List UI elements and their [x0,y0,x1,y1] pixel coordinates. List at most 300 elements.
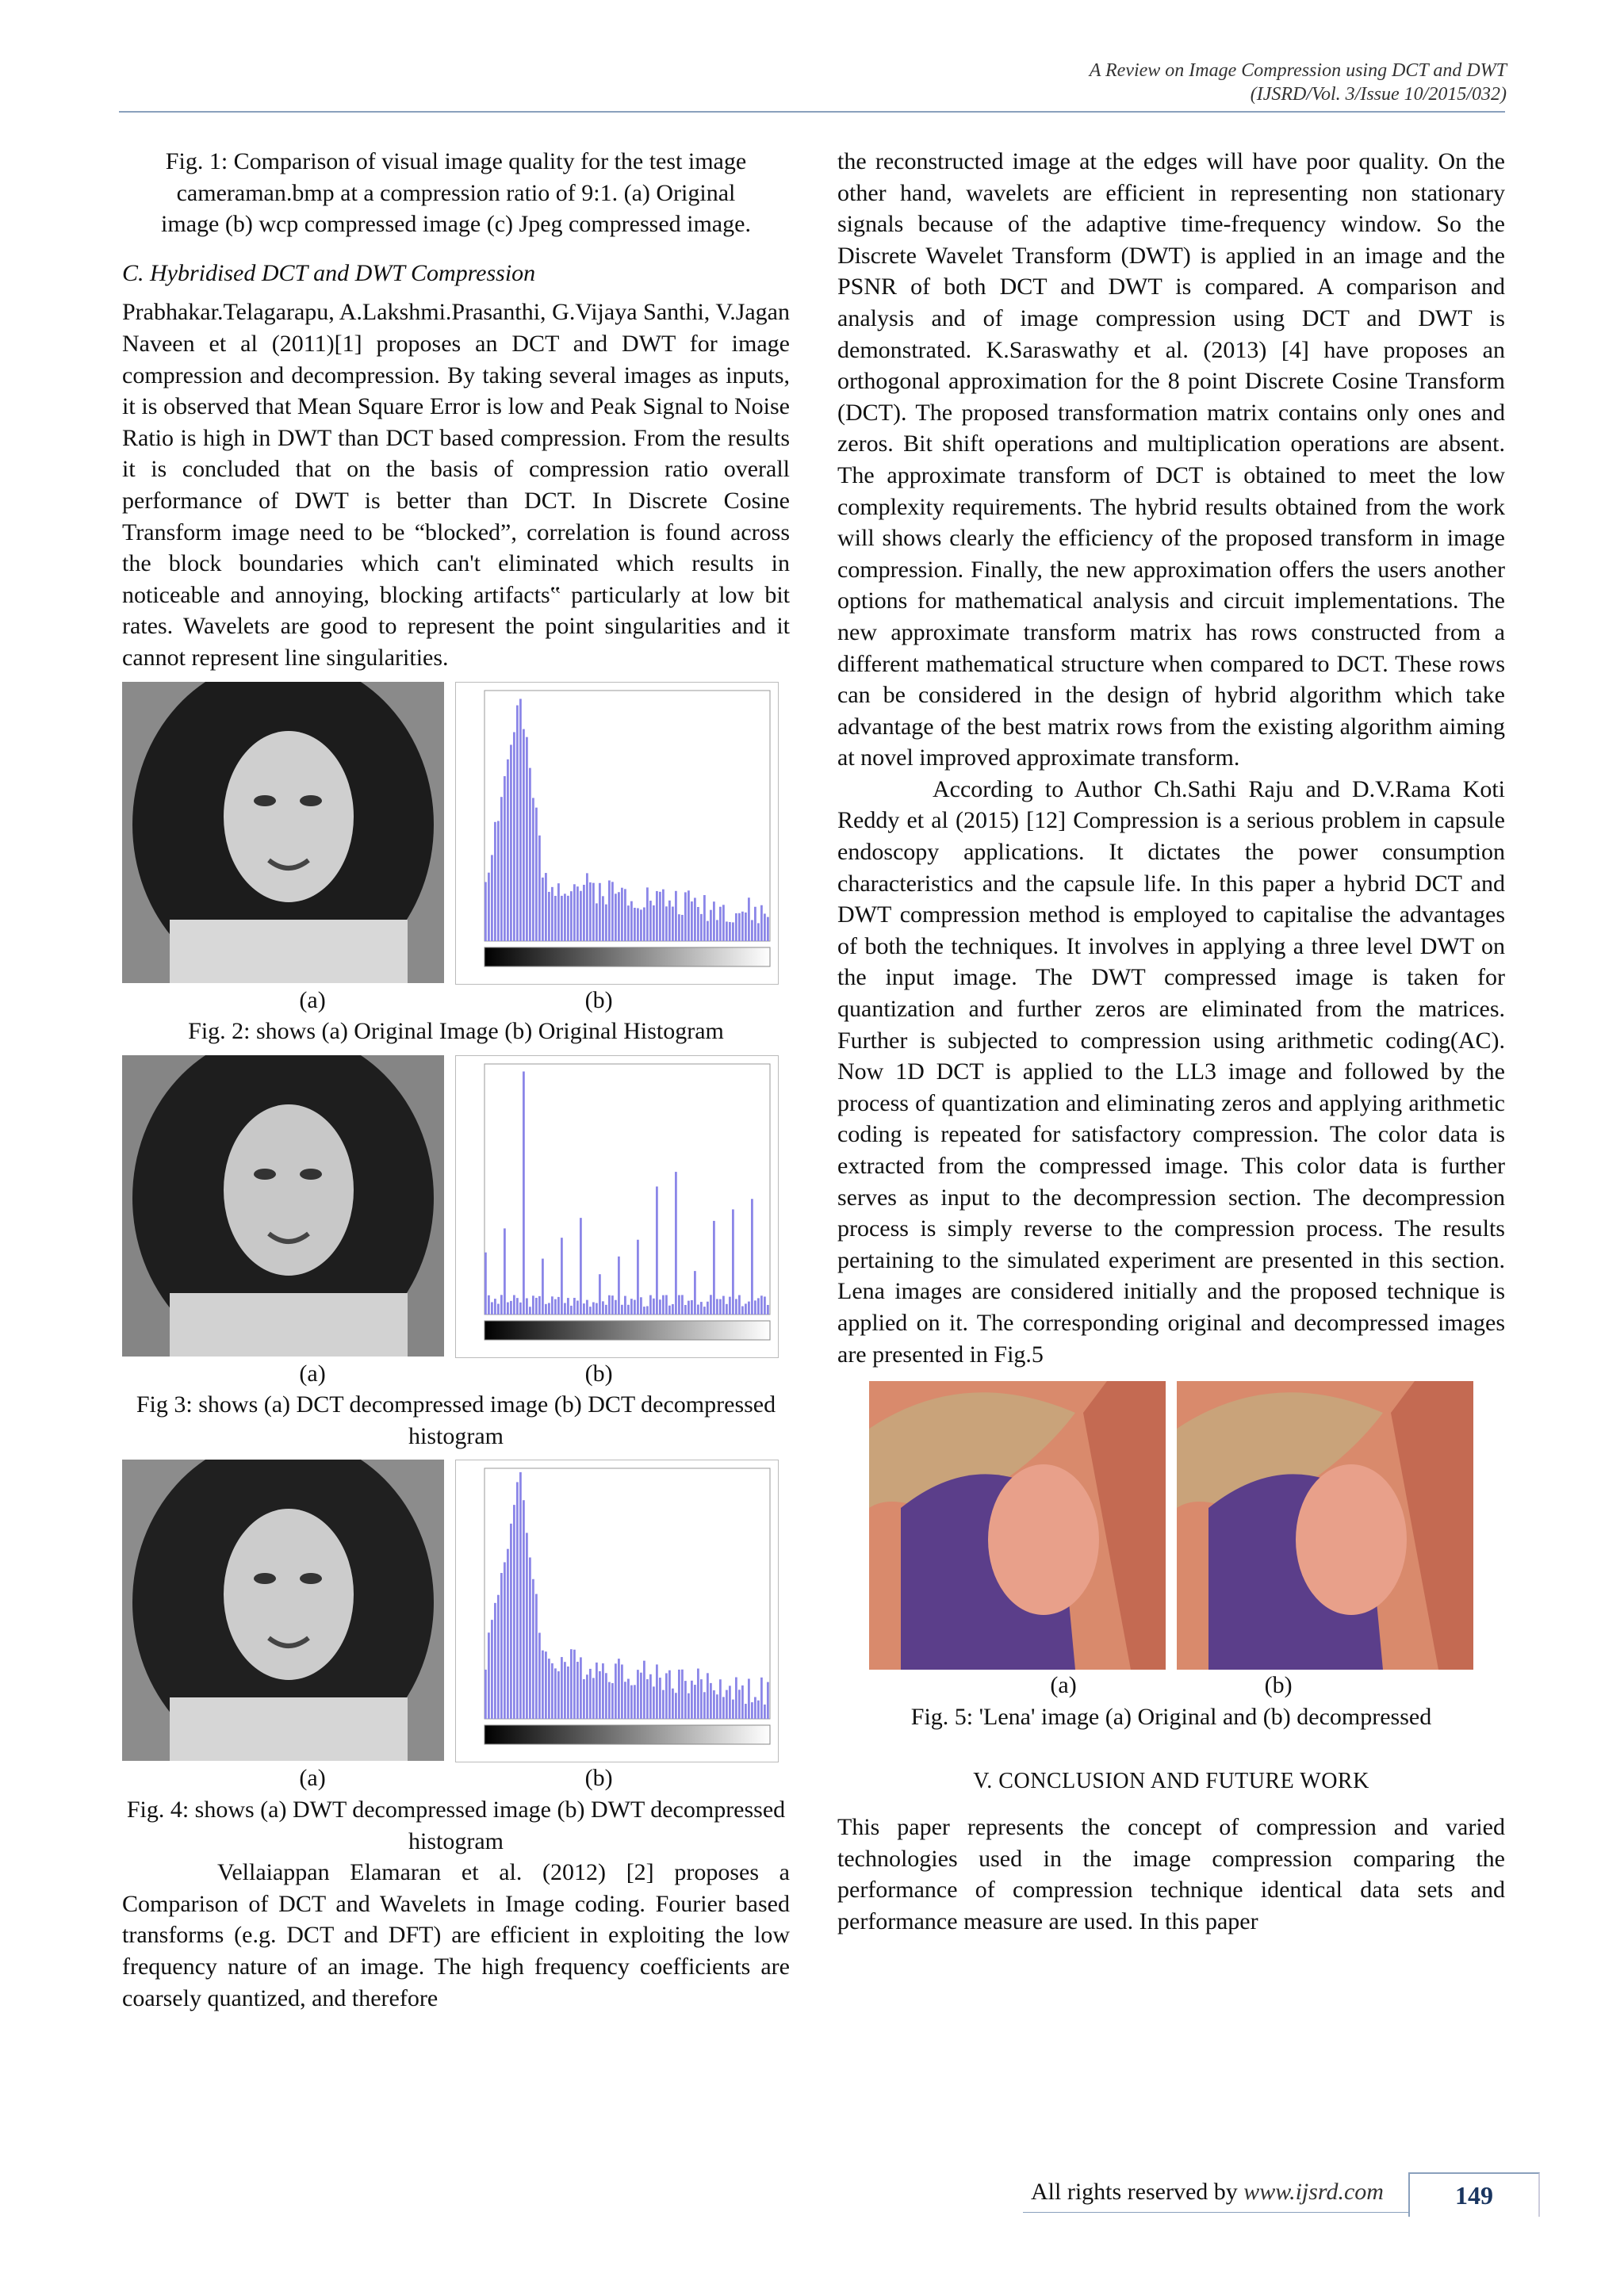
figure-3 [122,1055,790,1358]
histogram-bar [748,1679,750,1720]
histogram-bar [538,1296,541,1314]
histogram-bar [729,1686,731,1720]
histogram-bar [573,1650,576,1719]
histogram-bar [596,903,598,941]
label-a: (a) [299,1360,326,1387]
histogram-bar [599,882,601,940]
histogram-bar [615,1299,617,1314]
histogram-bar [510,744,512,941]
rights-text: All rights reserved by [1031,2179,1244,2205]
histogram-bar [649,901,652,941]
histogram-bar [722,1697,725,1720]
dct-histogram [455,1055,779,1358]
grayscale-bar [485,947,770,966]
histogram-bar [729,1296,731,1314]
histogram-bar [751,1199,753,1314]
histogram-bar [621,887,623,940]
histogram-bar [735,913,737,940]
histogram-bar [488,1295,490,1314]
histogram-bar [599,1274,601,1314]
histogram-bar [637,908,639,941]
histogram-bar [548,1659,550,1720]
histogram-bar [576,886,579,941]
histogram-bar [485,1252,487,1314]
histogram-bar [545,1652,547,1720]
histogram-bar [589,882,592,940]
fig3-caption: Fig 3: shows (a) DCT decompressed image (b) DCT decompressed histogram [136,1391,776,1449]
histogram-bar [656,890,658,940]
portrait-photo [122,1055,444,1357]
histogram-bar [748,897,750,941]
histogram-bar [745,912,747,940]
histogram-bar [605,904,607,940]
label-a: (a) [299,1765,326,1792]
histogram-bar [516,1298,519,1314]
histogram-bar [684,892,687,941]
histogram-bar [760,1295,763,1314]
histogram-bar [681,1295,684,1314]
label-a: (a) [299,986,326,1013]
histogram-bar [507,759,509,940]
histogram-bar [504,1563,506,1720]
histogram-bar [649,1295,652,1314]
histogram-bar [665,906,668,941]
histogram-bar [535,1594,538,1719]
histogram-bar [630,1686,633,1719]
paragraph: According to Author Ch.Sathi Raju and D.V.Rama Koti Reddy et al (2015) [12] Compression is a serious problem in capsule endoscopy applications. It dictates the power consumption characteristics and the capsule life. In this paper a hybrid DCT and DWT compression method is employed to capitalise the advantages of both the techniques. It involves in applying a three level DWT on the input image. The DWT compressed image is taken for quantization and further zeros are eliminated from the matrices. Further is subjected to compression using arithmetic coding(AC). Now 1D DCT is applied to the LL3 image and followed by the process of quantization and eliminating zeros and applying arithmetic coding is repeated for satisfactory compression. The color data is extracted from the compressed image. This color data is further serves as input to the decompression section. The decompression process is simply reverse to the compression process. The results pertaining to the simulated experiment are presented in this section. Lena images are considered initially and the proposed technique is applied on it. The corresponding original and decompressed images are presented in Fig.5 [837,775,1505,1368]
histogram-bar [700,913,703,940]
histogram-bar [748,1301,750,1314]
histogram-bar [707,1674,709,1720]
histogram-bar [700,1302,703,1314]
histogram-bar [691,1681,693,1719]
label-a: (a) [1050,1672,1077,1699]
histogram-bar [542,1258,544,1314]
histogram-bar [513,732,515,941]
histogram-bar [710,1683,712,1719]
histogram-bar [653,1298,655,1314]
histogram-bar [561,1238,563,1314]
histogram-bar [716,920,718,941]
section-c-heading: C. Hybridised DCT and DWT Compression [122,259,536,286]
histogram-bar [602,1664,604,1720]
histogram-bar [621,1665,623,1720]
histogram-bar [516,705,519,940]
histogram-bar [627,1304,630,1314]
fig5-sublabels [837,1670,1505,1701]
histogram-bar [630,901,633,940]
header-title: A Review on Image Compression using DCT and DWT [1089,60,1507,81]
figure-4 [122,1460,790,1762]
histogram-bar [535,807,538,940]
label-b: (b) [584,986,613,1013]
histogram-bar [672,1689,674,1719]
histogram-bar [767,916,769,940]
histogram-bar [608,1295,611,1314]
histogram-bar [751,1703,753,1720]
histogram-bar [589,1669,592,1719]
original-histogram [455,682,779,985]
histogram-bar [767,1305,769,1314]
histogram-bar [681,914,684,940]
lena-photo [869,1381,1166,1670]
histogram-bar [624,1682,626,1720]
histogram-bar [694,1686,696,1720]
histogram-bar [589,1307,592,1314]
fig2-sublabels [122,985,790,1016]
histogram-bar [567,1667,569,1719]
histogram-bar [532,1579,534,1719]
histogram-bar [611,1295,614,1314]
histogram-bar [697,906,699,940]
histogram-bar [697,1304,699,1314]
histogram-bar [608,1682,611,1719]
histogram-bar [659,1678,661,1720]
histogram-bar [583,1679,585,1719]
header-journal: (IJSRD/Vol. 3/Issue 10/2015/032) [1250,84,1507,105]
histogram-bar [580,1658,582,1720]
histogram-bar [678,914,680,941]
histogram-bar [551,886,553,940]
histogram-bar [649,1674,652,1719]
histogram-bar [592,1302,595,1314]
histogram-bar [691,1300,693,1314]
histogram-bar [688,890,690,941]
histogram-bar [586,1675,588,1720]
histogram-bar [738,913,741,940]
histogram-bar [630,1299,633,1314]
histogram-bar [656,1186,658,1314]
histogram-bar [653,1687,655,1720]
histogram-bar [688,1693,690,1719]
histogram-bar [526,1533,528,1720]
histogram-bar [732,922,734,941]
histogram-bar [764,1296,766,1314]
histogram-bar [580,890,582,940]
histogram-bar [494,821,496,940]
histogram-bar [640,1673,642,1719]
histogram-bar [760,1678,763,1719]
histogram-bar [646,887,649,941]
histogram-bar [700,1680,703,1720]
histogram-bar [634,907,636,940]
histogram-bar [567,1298,569,1314]
histogram-bar [573,1298,576,1314]
histogram-bar [491,1302,493,1314]
site-link[interactable]: www.ijsrd.com [1243,2179,1384,2205]
histogram-bar [500,797,503,941]
dwt-decompressed-image [122,1460,444,1761]
histogram-bar [557,883,560,941]
histogram-bar [519,698,522,941]
histogram-bar [710,909,712,940]
histogram-bar [570,1650,573,1720]
histogram-bar [583,885,585,941]
histogram-bar [729,921,731,940]
histogram-bar [719,1680,722,1720]
histogram-bar [532,1295,534,1314]
histogram-bar [538,835,541,940]
histogram-bar [627,905,630,941]
histogram-bar [485,882,487,940]
histogram-bar [605,1674,607,1720]
histogram-bar [672,906,674,940]
histogram-bar [605,1304,607,1314]
histogram-bar [602,896,604,941]
label-b: (b) [584,1765,613,1792]
histogram-bar [516,1483,519,1720]
histogram-bar [551,1663,553,1719]
histogram-bar [675,1693,677,1720]
histogram-bar [668,1670,671,1719]
histogram-bar [519,1472,522,1719]
histogram-bar [624,1295,626,1314]
histogram-bar [488,872,490,940]
histogram-bar [751,920,753,941]
histogram-bar [513,1295,515,1314]
histogram-bar [688,1300,690,1314]
original-image [122,682,444,983]
histogram-bar [764,1705,766,1719]
histogram-bar [567,895,569,940]
histogram-bar [488,1633,490,1720]
histogram-bar [703,1693,706,1720]
histogram-bar [554,1669,557,1720]
fig5-caption: Fig. 5: 'Lena' image (a) Original and (b) decompressed [910,1703,1432,1730]
histogram-bar [535,1298,538,1314]
histogram-bar [707,1301,709,1314]
histogram-bar [754,906,756,940]
histogram-bar [564,1303,566,1314]
conclusion-heading: V. CONCLUSION AND FUTURE WORK [973,1769,1369,1794]
histogram-bar [713,1221,715,1314]
histogram-bar [681,1670,684,1719]
histogram-bar [548,891,550,940]
histogram-bar [745,1705,747,1720]
histogram-bar [741,911,744,940]
histogram-bar [611,1683,614,1719]
histogram-bar [707,920,709,940]
label-b: (b) [1264,1672,1293,1699]
histogram-bar [764,913,766,941]
histogram-bar [602,1301,604,1314]
histogram-bar [504,1228,506,1314]
portrait-photo [122,682,444,983]
histogram-bar [523,1501,525,1720]
histogram-chart [456,1460,778,1762]
histogram-bar [513,1506,515,1720]
histogram-frame [485,1064,770,1314]
histogram-bar [494,1603,496,1719]
histogram-bar [767,1682,769,1719]
histogram-bar [738,1295,741,1314]
histogram-bar [538,1633,541,1720]
histogram-bar [694,897,696,941]
histogram-bar [643,1661,645,1719]
histogram-bar [719,906,722,940]
histogram-bar [754,1300,756,1314]
histogram-chart [456,683,778,984]
histogram-bar [643,1307,645,1314]
histogram-bar [570,1306,573,1314]
histogram-bar [497,821,500,941]
histogram-bar [497,1303,500,1314]
histogram-bar [627,1679,630,1719]
histogram-bar [694,1271,696,1314]
histogram-bar [599,1671,601,1719]
histogram-bar [634,1299,636,1314]
histogram-bar [586,873,588,941]
lena-photo [1177,1381,1473,1670]
histogram-bar [637,1670,639,1720]
fig4-sublabels [122,1762,790,1794]
histogram-bar [497,1595,500,1719]
histogram-bar [529,1558,531,1720]
running-header [1090,59,1507,106]
histogram-bar [523,1071,525,1314]
histogram-bar [760,905,763,940]
histogram-bar [757,1701,760,1719]
histogram-bar [608,880,611,940]
lena-decompressed-image [1177,1381,1473,1670]
fig1-caption: Fig. 1: Comparison of visual image quality for the test image cameraman.bmp at a compression ratio of 9:1. (a) Original image (b) wcp compressed image (c) Jpeg compressed image. [161,148,751,238]
histogram-bar [592,1678,595,1720]
histogram-bar [507,1302,509,1314]
histogram-bar [564,1663,566,1720]
histogram-bar [564,894,566,941]
histogram-bar [732,1700,734,1719]
histogram-bar [684,1682,687,1720]
histogram-bar [643,907,645,941]
histogram-chart [456,1056,778,1357]
histogram-bar [551,1296,553,1314]
histogram-bar [732,1209,734,1314]
histogram-bar [621,1304,623,1314]
grayscale-bar [485,1725,770,1744]
histogram-bar [640,909,642,941]
histogram-bar [596,1303,598,1314]
histogram-bar [726,1303,728,1314]
histogram-bar [596,1663,598,1719]
histogram-bar [662,889,665,940]
histogram-bar [583,1303,585,1314]
histogram-bar [675,890,677,940]
histogram-bar [557,1672,560,1720]
histogram-bar [529,1307,531,1314]
histogram-bar [615,894,617,941]
histogram-bar [573,884,576,941]
histogram-bar [576,1300,579,1314]
histogram-bar [678,1670,680,1719]
histogram-bar [570,891,573,941]
histogram-bar [646,1306,649,1314]
histogram-bar [586,1299,588,1314]
histogram-bar [668,900,671,940]
histogram-bar [678,1295,680,1314]
histogram-bar [741,1306,744,1314]
histogram-bar [510,1301,512,1314]
histogram-bar [548,1303,550,1314]
page-number: 149 [1408,2172,1540,2217]
histogram-bar [491,855,493,941]
histogram-bar [624,889,626,941]
histogram-bar [510,1524,512,1719]
histogram-bar [561,1658,563,1720]
histogram-bar [592,882,595,940]
histogram-bar [545,1303,547,1314]
histogram-bar [526,1298,528,1314]
histogram-bar [713,901,715,941]
histogram-bar [615,1664,617,1720]
label-b: (b) [584,1360,613,1387]
histogram-bar [719,1299,722,1314]
paragraph: This paper represents the concept of compression and varied technologies used in the image compression comparing the performance of compression technique identical data sets and performance measure are used. In this paper [837,1813,1505,1934]
left-column [122,146,790,2014]
histogram-bar [691,901,693,941]
paragraph: Prabhakar.Telagarapu, A.Lakshmi.Prasanthi, G.Vijaya Santhi, V.Jagan Naveen et al (2011)[1] proposes an DCT and DWT for image compression and decompression. By taking several images as inputs, it is observed that Mean Square Error is low and Peak Signal to Noise Ratio is high in DWT than DCT based compression. From the results it is concluded that on the basis of compression ratio overall performance of DWT is better than DCT. In Discrete Cosine Transform image need to be “blocked”, correlation is found across the block boundaries which can't eliminated which results in noticeable and annoying, blocking artifacts‟ particularly at low bit rates. Wavelets are good to represent the point singularities and it cannot represent line singularities. [122,299,790,671]
histogram-bar [485,1670,487,1719]
histogram-bar [637,1239,639,1314]
histogram-bar [542,1651,544,1719]
histogram-bar [659,891,661,940]
histogram-bar [716,1695,718,1720]
histogram-bar [757,923,760,941]
histogram-bar [507,1549,509,1719]
histogram-bar [500,1295,503,1314]
histogram-bar [745,1303,747,1314]
histogram-bar [494,1299,496,1314]
histogram-bar [716,1299,718,1314]
histogram-bar [640,1297,642,1314]
histogram-bar [735,1299,737,1314]
histogram-bar [656,1665,658,1720]
histogram-bar [710,1295,712,1314]
footer-rule [1023,2212,1408,2213]
paragraph: the reconstructed image at the edges will have poor quality. On the other hand, wavelets are efficient in representing non stationary signals because of the adaptive time-frequency window. So the Discrete Wavelet Transform (DWT) is applied in an image and the PSNR of both DCT and DWT is compared. A comparison and analysis and of image compression using DCT and DWT is demonstrated. K.Saraswathy et al. (2013) [4] have proposes an orthogonal approximation for the 8 point Discrete Cosine Transform (DCT). The proposed transformation matrix contains only ones and zeros. Bit shift operations and multiplication operations are absent. The approximate transform of DCT is obtained to meet the low complexity requirements. The hybrid results obtained from the work will shows clearly the efficiency of the proposed transform in image compression. Finally, the new approximation offers the users another options for mathematical analysis and circuit implementations. The new approximate transform matrix has rows constructed from a different mathematical structure when compared to DCT. These rows can be considered in the design of hybrid algorithm which take advantage of the best matrix rows from the existing algorithm aiming at novel improved approximate transform. [837,148,1505,771]
histogram-bar [662,1295,665,1314]
fig3-sublabels [122,1358,790,1390]
histogram-bar [722,1295,725,1314]
lena-original-image [869,1381,1166,1670]
histogram-bar [634,1686,636,1720]
histogram-bar [703,894,706,940]
histogram-bar [757,1298,760,1314]
histogram-bar [722,905,725,941]
histogram-bar [713,1691,715,1720]
histogram-bar [665,1295,668,1314]
histogram-bar [675,1172,677,1314]
histogram-bar [653,905,655,940]
histogram-bar [519,1302,522,1314]
histogram-bar [576,1663,579,1720]
footer-rights [1031,2179,1384,2206]
histogram-bar [554,1299,557,1314]
histogram-bar [532,798,534,941]
paragraph: Vellaiappan Elamaran et al. (2012) [2] proposes a Comparison of DCT and Wavelets in Image coding. Fourier based transforms (e.g. DCT and DFT) are efficient in exploiting the low frequency nature of an image. The high frequency coefficients are coarsely quantized, and therefore [122,1859,790,2011]
histogram-bar [526,737,528,940]
histogram-bar [504,776,506,941]
histogram-bar [523,729,525,940]
histogram-bar [561,895,563,940]
fig4-caption: Fig. 4: shows (a) DWT decompressed image (b) DWT decompressed histogram [126,1797,786,1854]
figure-5 [837,1381,1505,1670]
histogram-bar [741,1686,744,1719]
dct-decompressed-image [122,1055,444,1357]
histogram-bar [618,1256,620,1314]
histogram-bar [726,921,728,941]
header-rule [119,111,1505,113]
histogram-bar [726,1690,728,1719]
